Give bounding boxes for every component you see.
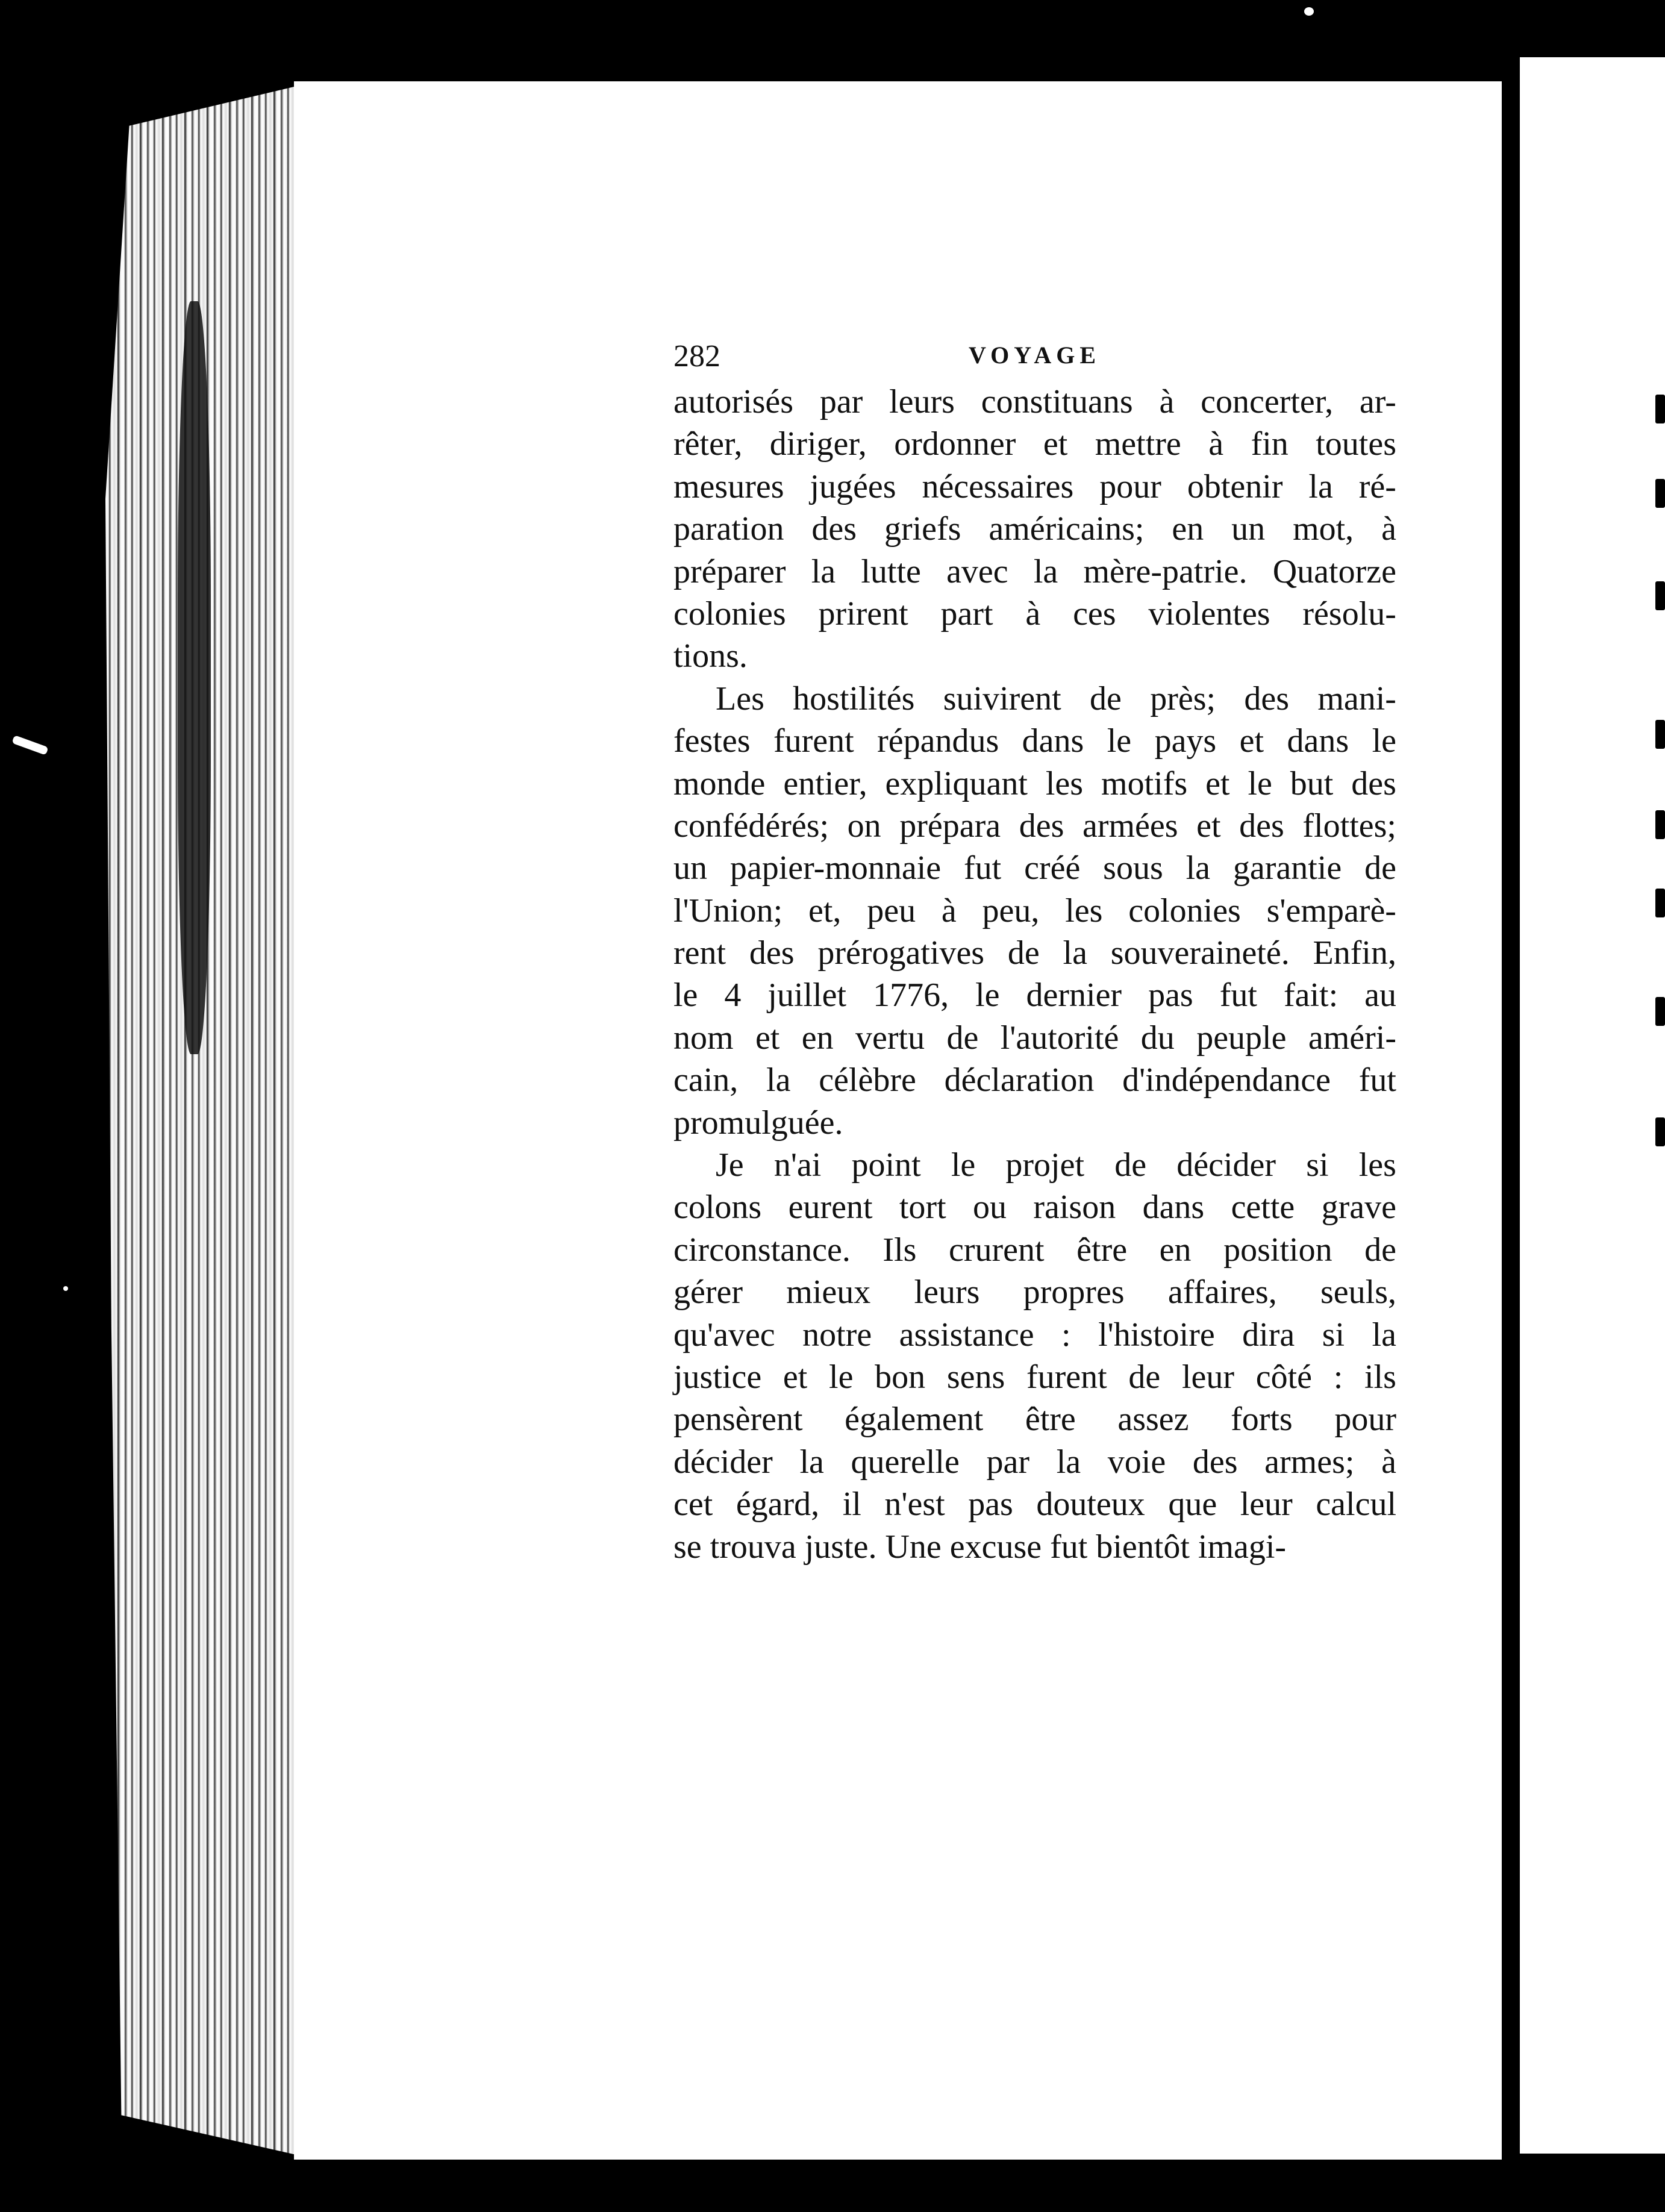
- text-line: rent des prérogatives de la souveraineté. Enfin,: [673, 934, 1396, 972]
- text-line: paration des griefs américains; en un mot, à: [673, 510, 1396, 548]
- page-edge-stack: [105, 84, 304, 2157]
- text-line: qu'avec notre assistance : l'histoire dira si la: [673, 1316, 1396, 1354]
- text-line: le 4 juillet 1776, le dernier pas fut fait: au: [673, 976, 1396, 1014]
- text-block: [673, 339, 1396, 1568]
- facing-page-text-fragment: [1655, 810, 1665, 839]
- running-title: VOYAGE: [969, 342, 1101, 369]
- text-line: Je n'ai point le projet de décider si les: [716, 1146, 1396, 1184]
- text-line: nom et en vertu de l'autorité du peuple améri-: [673, 1019, 1396, 1057]
- paragraph: [673, 381, 1396, 678]
- facing-page-text-fragment: [1655, 889, 1665, 917]
- text-line: un papier-monnaie fut créé sous la garantie de: [673, 849, 1396, 887]
- book-gutter: [1502, 54, 1520, 2163]
- scan-speck: [11, 735, 48, 755]
- text-line: tions.: [673, 637, 748, 675]
- facing-page-text-fragment: [1655, 395, 1665, 423]
- text-line: mesures jugées nécessaires pour obtenir la ré-: [673, 467, 1396, 505]
- facing-page-edge: [1520, 57, 1665, 2154]
- facing-page-text-fragment: [1655, 720, 1665, 749]
- facing-page-text-fragment: [1655, 479, 1665, 508]
- page-number: 282: [673, 339, 720, 373]
- text-line: se trouva juste. Une excuse fut bientôt imagi-: [673, 1528, 1287, 1566]
- body-text: [673, 381, 1396, 1568]
- text-line: gérer mieux leurs propres affaires, seuls,: [673, 1273, 1396, 1311]
- scan-speck: [63, 1286, 68, 1291]
- text-line: l'Union; et, peu à peu, les colonies s'emparè-: [673, 892, 1396, 929]
- text-line: autorisés par leurs constituans à concerter, ar-: [673, 383, 1396, 420]
- text-line: préparer la lutte avec la mère-patrie. Quatorze: [673, 552, 1396, 590]
- text-line: rêter, diriger, ordonner et mettre à fin toutes: [673, 425, 1396, 463]
- facing-page-text-fragment: [1655, 997, 1665, 1026]
- text-line: promulguée.: [673, 1104, 843, 1142]
- text-line: circonstance. Ils crurent être en position de: [673, 1231, 1396, 1269]
- text-line: cet égard, il n'est pas douteux que leur calcul: [673, 1486, 1396, 1523]
- facing-page-text-fragment: [1655, 581, 1665, 610]
- text-line: colons eurent tort ou raison dans cette grave: [673, 1189, 1396, 1226]
- text-line: cain, la célèbre déclaration d'indépendance fut: [673, 1061, 1396, 1099]
- text-line: confédérés; on prépara des armées et des flottes;: [673, 807, 1396, 845]
- scan-speck: [1304, 7, 1314, 16]
- text-line: festes furent répandus dans le pays et dans le: [673, 722, 1396, 760]
- text-line: justice et le bon sens furent de leur côté : ils: [673, 1358, 1396, 1396]
- text-line: Les hostilités suivirent de près; des mani-: [716, 680, 1396, 717]
- facing-page-text-fragment: [1655, 1117, 1665, 1146]
- text-line: décider la querelle par la voie des armes; à: [673, 1443, 1396, 1481]
- text-line: monde entier, expliquant les motifs et le but des: [673, 764, 1396, 802]
- running-head: [673, 339, 1396, 381]
- paragraph: [673, 1144, 1396, 1568]
- text-line: colonies prirent part à ces violentes résolu-: [673, 595, 1396, 633]
- text-line: pensèrent également être assez forts pour: [673, 1401, 1396, 1439]
- paragraph: [673, 678, 1396, 1144]
